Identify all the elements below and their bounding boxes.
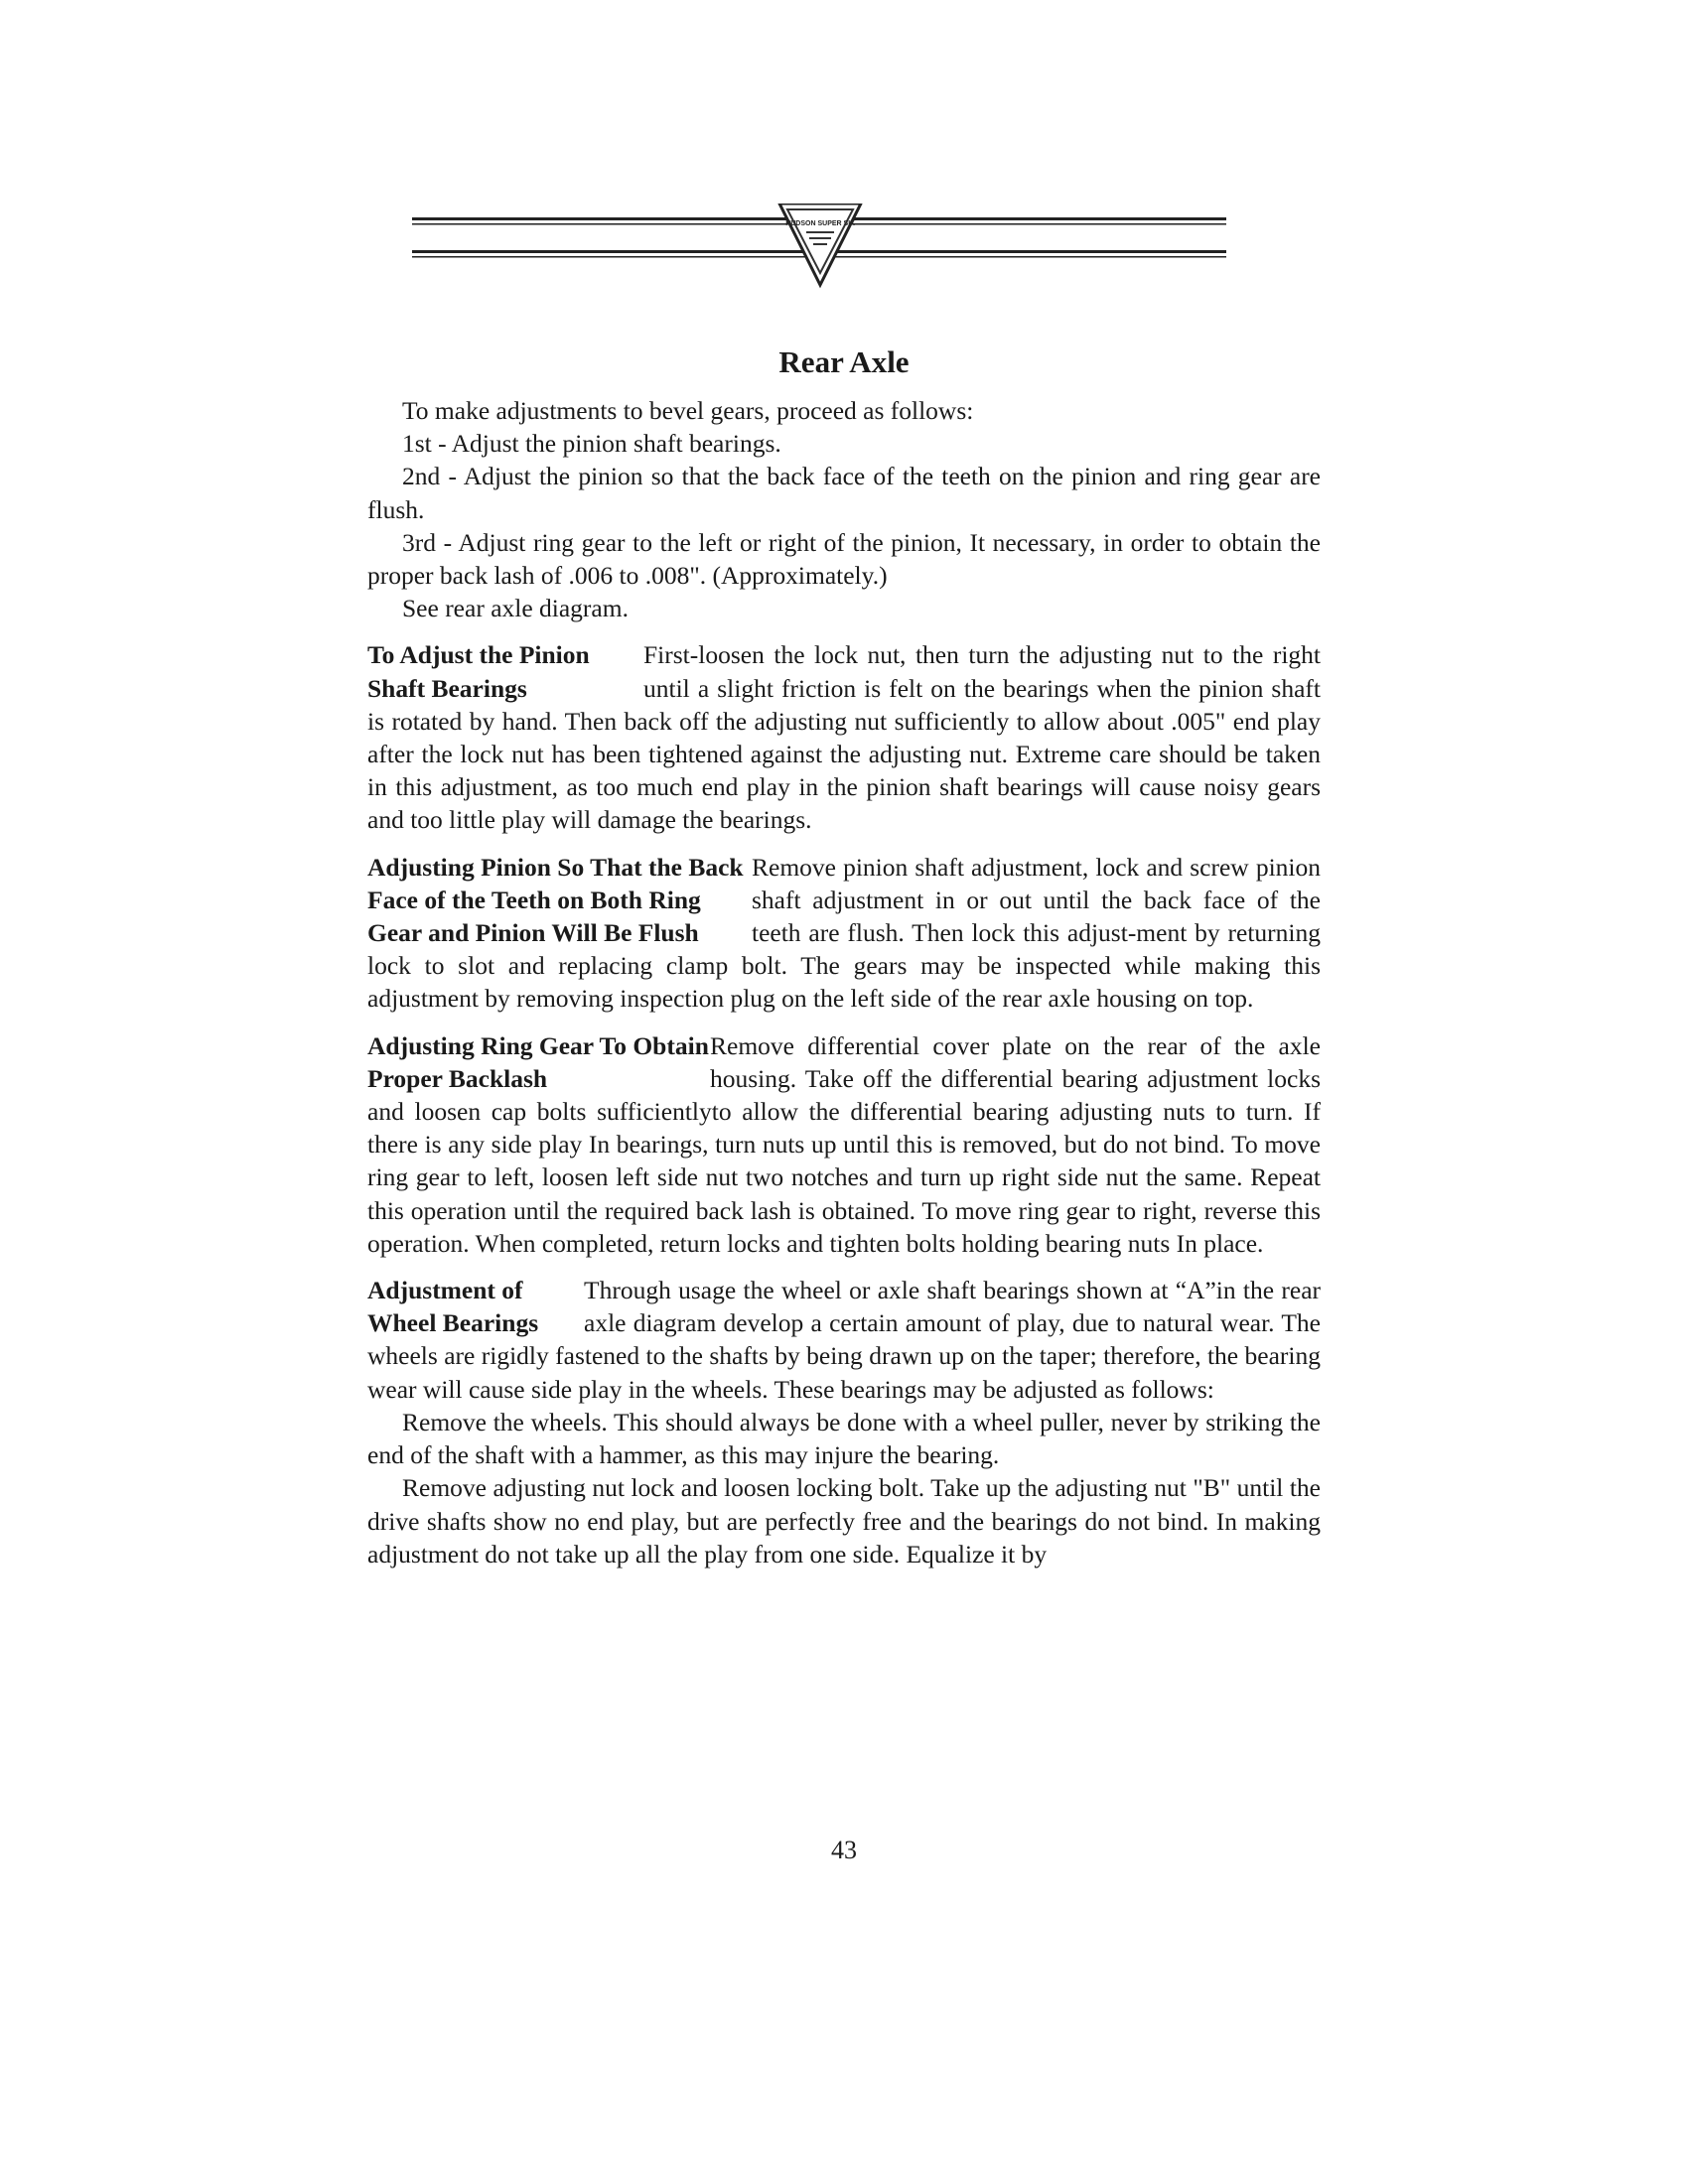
section-body: First-loosen the lock nut, then turn the adjusting nut to the right until a slight friction is felt on the bearings when the pinion shaft is rotated by hand. Then back off the adjusting nut sufficiently to allow about .005" end play after the lock nut has been tightened against the adjusting nut. Extreme care should be taken in this adjustment, as too much end play in the pinion shaft bearings will cause noisy gears and too little play will damage the bearings. (367, 640, 1321, 835)
section-body: Through usage the wheel or axle shaft bearings shown at “A”in the rear axle diagram develop a certain amount of play, due to natural wear. The wheels are rigidly fastened to the shafts by being drawn up on the taper; therefore, the bearing wear will cause side play in the wheels. These bearings may be adjusted as follows: (367, 1276, 1321, 1404)
emblem-text: HUDSON SUPER SIX (785, 220, 855, 227)
section-wheel-bearings (367, 1274, 1321, 1406)
section-heading: Adjusting Pinion So That the Back Face of the Teeth on Both Ring Gear and Pinion Will Be Flush (367, 852, 744, 948)
page-title: Rear Axle (778, 344, 910, 379)
section-heading: Adjusting Ring Gear To Obtain Proper Backlash (367, 1030, 709, 1093)
paragraph: Remove adjusting nut lock and loosen locking bolt. Take up the adjusting nut "B" until the drive shafts show no end play, but are perfectly free and the bearings do not bind. In making adjustment do not take up all the play from one side. Equalize it by (367, 1473, 1321, 1569)
section-heading: To Adjust the Pinion Shaft Bearings (367, 640, 590, 703)
intro-line: 1st - Adjust the pinion shaft bearings. (402, 429, 781, 459)
section-heading: Adjustment of Wheel Bearings (367, 1276, 539, 1338)
page-number: 43 (831, 1836, 857, 1864)
document-body (367, 394, 1321, 1570)
section-pinion-shaft-bearings (367, 638, 1321, 836)
intro-line: 3rd - Adjust ring gear to the left or right of the pinion, It necessary, in order to obtain the proper back lash of .006 to .008". (Approximately.) (367, 527, 1321, 591)
section-ring-gear-backlash (367, 1029, 1321, 1260)
section-pinion-flush (367, 851, 1321, 1016)
intro-line: See rear axle diagram. (402, 594, 629, 623)
triangle-emblem-icon (779, 204, 861, 285)
paragraph: Remove the wheels. This should always be done with a wheel puller, never by striking the end of the shaft with a hammer, as this may injure the bearing. (367, 1407, 1321, 1470)
header-ornament (412, 204, 1226, 293)
section-body: Remove pinion shaft adjustment, lock and screw pinion shaft adjustment in or out until the back face of the teeth are flush. Then lock this adjust-ment by returning lock to slot and replacing clamp bolt. The gears may be inspected while making this adjustment by removing inspection plug on the left side of the rear axle housing on top. (367, 852, 1321, 1014)
section-body: Remove differential cover plate on the rear of the axle housing. Take off the differential bearing adjustment locks and loosen cap bolts sufficientlyto allow the differential bearing adjusting nuts to turn. If there is any side play In bearings, turn nuts up until this is removed, but do not bind. To move ring gear to left, loosen left side nut two notches and turn up right side nut the same. Repeat this operation until the required back lash is obtained. To move ring gear to right, reverse this operation. When completed, return locks and tighten bolts holding bearing nuts In place. (367, 1030, 1321, 1258)
intro-line: 2nd - Adjust the pinion so that the back face of the teeth on the pinion and ring gear are flush. (367, 462, 1321, 524)
intro-line: To make adjustments to bevel gears, proceed as follows: (402, 396, 974, 425)
